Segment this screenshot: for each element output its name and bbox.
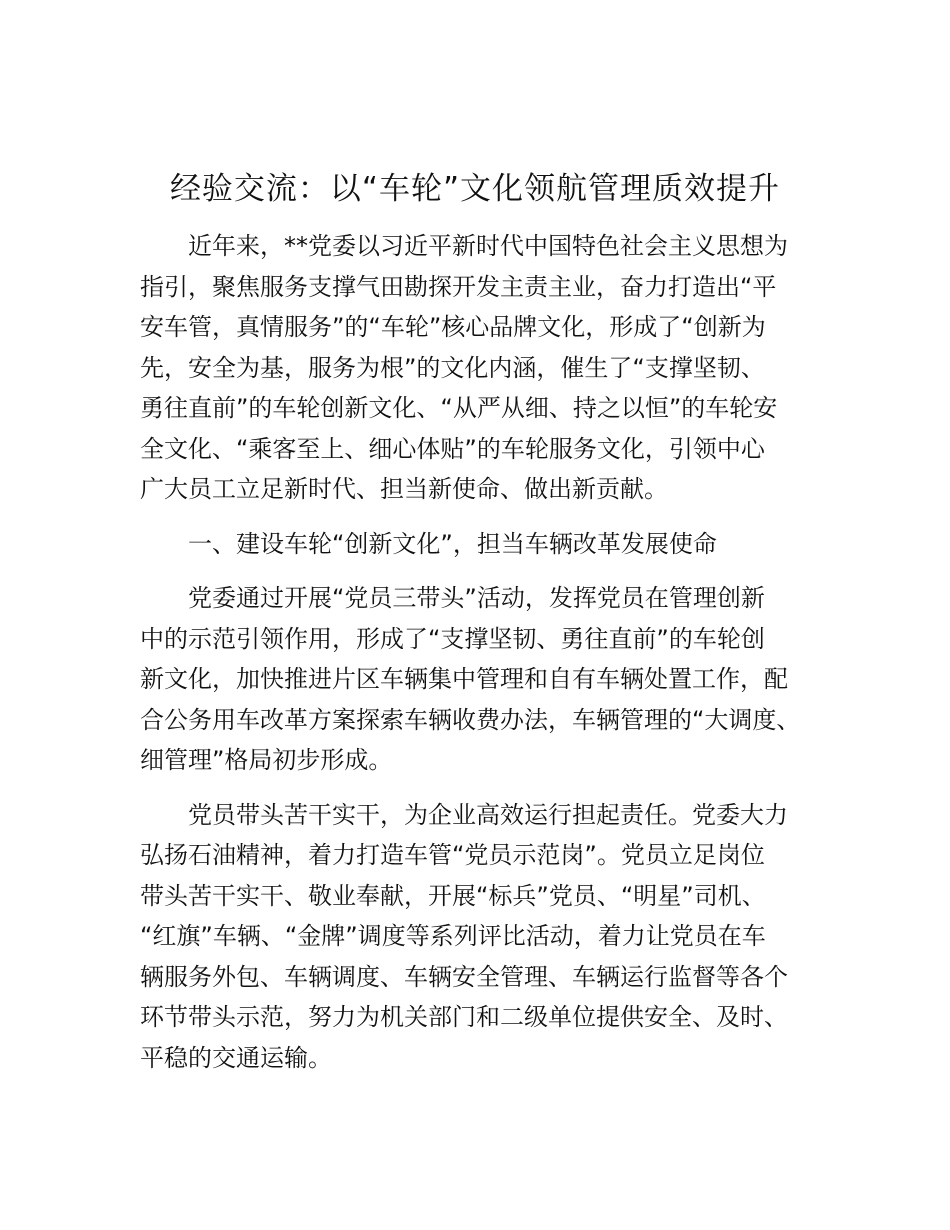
document-title: 经验交流：以“车轮”文化领航管理质效提升 xyxy=(169,171,781,207)
body-paragraph xyxy=(140,578,840,781)
text-line: 先，安全为基，服务为根”的文化内涵，催生了“支撑坚韧、 xyxy=(140,353,765,382)
text-line: 全文化、“乘客至上、细心体贴”的车轮服务文化，引领中心 xyxy=(140,434,765,463)
text-line: 新文化，加快推进片区车辆集中管理和自有车辆处置工作，配 xyxy=(140,665,788,693)
text-line: 中的示范引领作用，形成了“支撑坚韧、勇往直前”的车轮创 xyxy=(140,624,765,653)
document-body xyxy=(140,226,840,1078)
intro-paragraph xyxy=(140,226,840,510)
text-line: 平稳的交通运输。 xyxy=(140,1043,332,1072)
text-line: 带头苦干实干、敬业奉献，开展“标兵”党员、“明星”司机、 xyxy=(140,881,766,910)
text-line: 近年来，**党委以习近平新时代中国特色社会主义思想为 xyxy=(188,232,788,260)
text-line: 广大员工立足新时代、担当新使命、做出新贡献。 xyxy=(140,475,668,503)
text-line: 弘扬石油精神，着力打造车管“党员示范岗”。党员立足岗位 xyxy=(140,841,765,869)
text-line: 指引，聚焦服务支撑气田勘探开发主责主业，奋力打造出“平 xyxy=(140,272,777,301)
text-line: 党委通过开展“党员三带头”活动，发挥党员在管理创新 xyxy=(188,584,765,612)
body-paragraph xyxy=(140,795,840,1079)
text-line: 细管理”格局初步形成。 xyxy=(140,746,393,774)
text-line: 勇往直前”的车轮创新文化、“从严从细、持之以恒”的车轮安 xyxy=(140,394,778,422)
text-line: 环节带头示范，努力为机关部门和二级单位提供安全、及时、 xyxy=(140,1003,788,1031)
text-line: 党员带头苦干实干，为企业高效运行担起责任。党委大力 xyxy=(188,800,788,829)
text-line: 合公务用车改革方案探索车辆收费办法，车辆管理的“大调度、 xyxy=(140,705,801,734)
section-heading xyxy=(140,524,840,565)
text-line: 一、建设车轮“创新文化”，担当车辆改革发展使命 xyxy=(188,529,717,558)
text-line: “红旗”车辆、“金牌”调度等系列评比活动，着力让党员在车 xyxy=(140,922,766,950)
text-line: 辆服务外包、车辆调度、车辆安全管理、车辆运行监督等各个 xyxy=(140,962,788,991)
text-line: 安车管，真情服务”的“车轮”核心品牌文化，形成了“创新为 xyxy=(140,313,766,341)
